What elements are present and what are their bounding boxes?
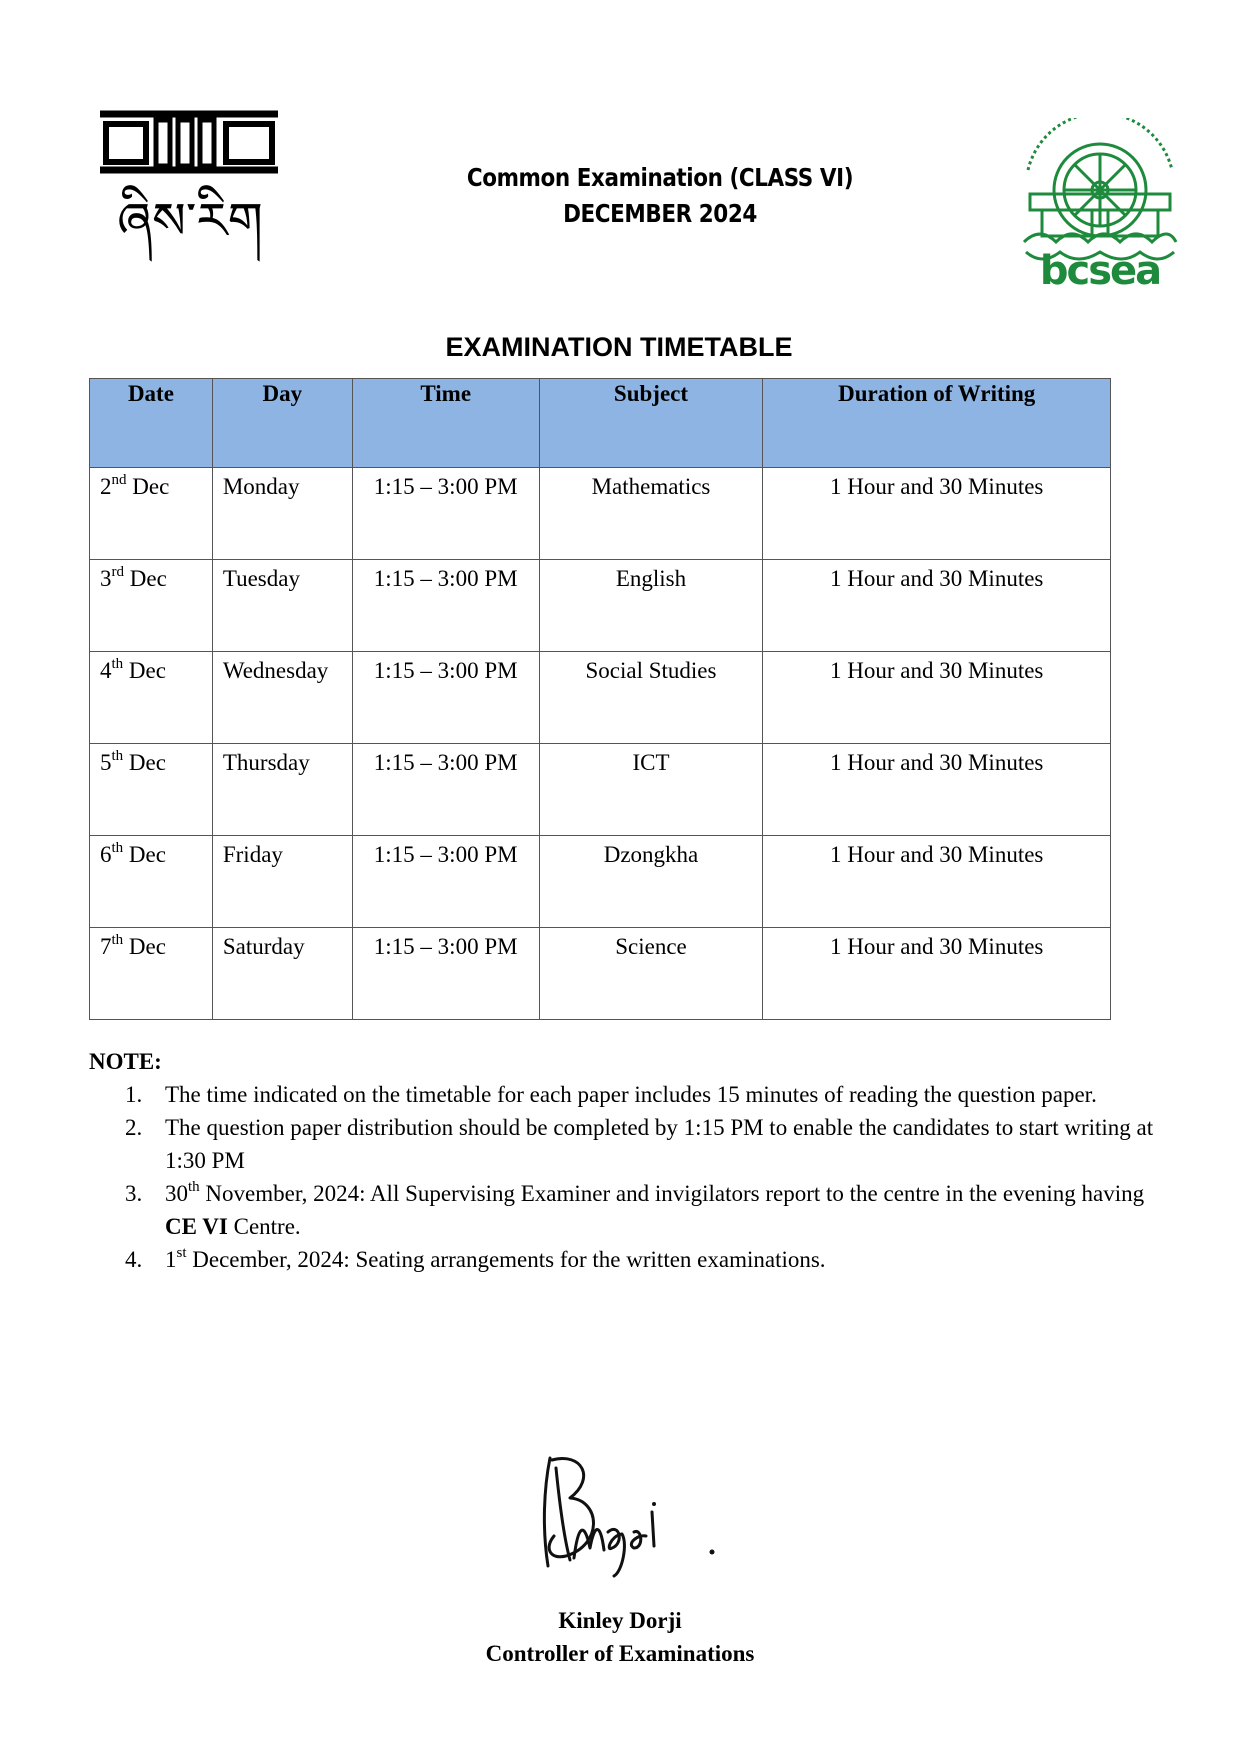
list-number: 4.: [125, 1247, 143, 1272]
list-item: 3. 30th November, 2024: All Supervising Examiner and invigilators report to the centre in the evening having CE VI Centre.: [89, 1177, 1169, 1243]
date-cell: 6th Dec: [90, 836, 213, 928]
exam-title: Common Examination (CLASS VI): [466, 163, 854, 192]
time-cell: 1:15 – 3:00 PM: [352, 836, 539, 928]
list-item: [89, 1111, 1169, 1177]
note-date: 1: [165, 1247, 177, 1272]
notes-heading: NOTE:: [89, 1049, 162, 1074]
table-row: [90, 928, 1111, 1020]
table-row: [90, 744, 1111, 836]
subject-cell: Mathematics: [539, 468, 763, 560]
header-day: Day: [212, 379, 352, 468]
duration-cell: 1 Hour and 30 Minutes: [763, 744, 1111, 836]
day-cell: Tuesday: [212, 560, 352, 652]
duration-cell: 1 Hour and 30 Minutes: [763, 652, 1111, 744]
header-subject: Subject: [539, 379, 763, 468]
duration-cell: 1 Hour and 30 Minutes: [763, 560, 1111, 652]
day-cell: Saturday: [212, 928, 352, 1020]
note-bold-text: CE VI: [165, 1214, 228, 1239]
note-text: The question paper distribution should be completed by 1:15 PM to enable the candidates to start writing at 1:30 PM: [165, 1115, 1154, 1173]
day-cell: Friday: [212, 836, 352, 928]
table-header-row: [90, 379, 1111, 468]
notes-section: [89, 1045, 1169, 1276]
subject-cell: English: [539, 560, 763, 652]
date-cell: 5th Dec: [90, 744, 213, 836]
list-number: 3.: [125, 1181, 143, 1206]
exam-timetable: [89, 378, 1111, 1020]
header-duration: Duration of Writing: [763, 379, 1111, 468]
date-cell: 7th Dec: [90, 928, 213, 1020]
date-cell: 4th Dec: [90, 652, 213, 744]
day-cell: Thursday: [212, 744, 352, 836]
subject-cell: Social Studies: [539, 652, 763, 744]
table-row: [90, 468, 1111, 560]
signatory-name: Kinley Dorji: [558, 1608, 682, 1633]
document-header: [419, 160, 901, 232]
table-row: [90, 560, 1111, 652]
header-date: Date: [90, 379, 213, 468]
notes-list: [89, 1078, 1169, 1276]
note-text: The time indicated on the timetable for each paper includes 15 minutes of reading the question paper.: [165, 1082, 1097, 1107]
duration-cell: 1 Hour and 30 Minutes: [763, 928, 1111, 1020]
date-cell: 3rd Dec: [90, 560, 213, 652]
bcsea-wheel-logo-icon: [1020, 118, 1180, 290]
note-text: Centre.: [227, 1214, 301, 1239]
note-date: 30: [165, 1181, 188, 1206]
day-cell: Monday: [212, 468, 352, 560]
handwritten-signature-icon: [530, 1448, 730, 1583]
time-cell: 1:15 – 3:00 PM: [352, 468, 539, 560]
duration-cell: 1 Hour and 30 Minutes: [763, 836, 1111, 928]
note-text: November, 2024: All Supervising Examiner and invigilators report to the centre in the evening having: [199, 1181, 1145, 1206]
bcsea-logo-text: bcsea: [1039, 248, 1161, 290]
time-cell: 1:15 – 3:00 PM: [352, 652, 539, 744]
tibetan-logo-text: ཞིས་རིག: [117, 192, 263, 250]
list-number: 2.: [125, 1115, 143, 1140]
signature: [530, 1448, 730, 1583]
right-logo: [1020, 118, 1180, 290]
list-number: 1.: [125, 1082, 143, 1107]
tibetan-script-logo-icon: [100, 110, 280, 270]
list-item: [89, 1078, 1169, 1111]
time-cell: 1:15 – 3:00 PM: [352, 560, 539, 652]
time-cell: 1:15 – 3:00 PM: [352, 744, 539, 836]
signatory-block: [340, 1604, 900, 1670]
timetable-title: EXAMINATION TIMETABLE: [445, 332, 793, 362]
left-logo: [100, 110, 280, 270]
note-text: December, 2024: Seating arrangements for the written examinations.: [186, 1247, 826, 1272]
duration-cell: 1 Hour and 30 Minutes: [763, 468, 1111, 560]
signatory-title: Controller of Examinations: [485, 1641, 755, 1666]
subject-cell: Science: [539, 928, 763, 1020]
table-row: [90, 836, 1111, 928]
exam-month: DECEMBER 2024: [563, 199, 757, 228]
subject-cell: ICT: [539, 744, 763, 836]
day-cell: Wednesday: [212, 652, 352, 744]
date-cell: 2nd Dec: [90, 468, 213, 560]
header-time: Time: [352, 379, 539, 468]
table-row: [90, 652, 1111, 744]
subject-cell: Dzongkha: [539, 836, 763, 928]
time-cell: 1:15 – 3:00 PM: [352, 928, 539, 1020]
list-item: 4. 1st December, 2024: Seating arrangements for the written examinations.: [89, 1243, 1169, 1276]
